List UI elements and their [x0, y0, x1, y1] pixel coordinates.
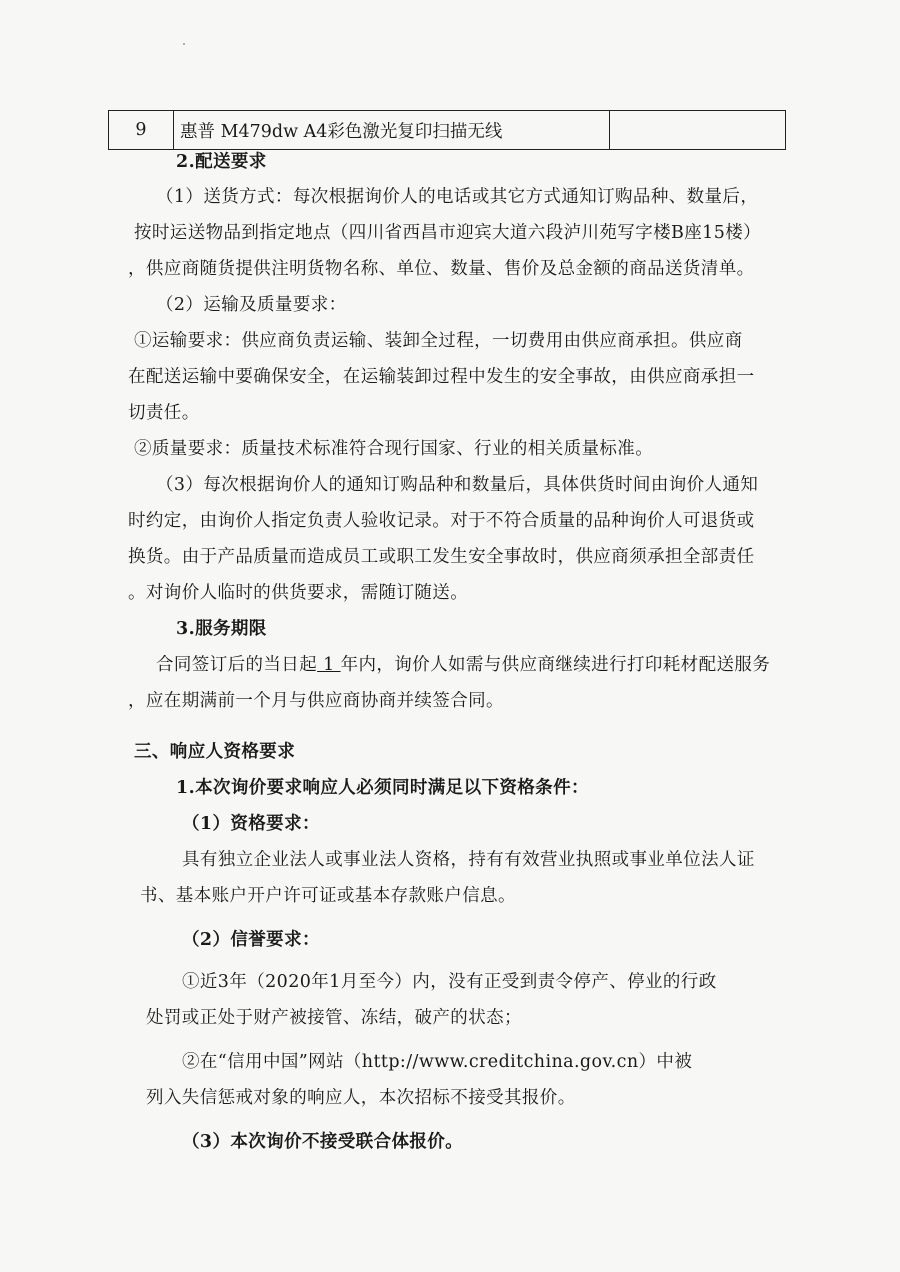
delivery-p3-line3: 切责任。: [128, 403, 200, 423]
service-period-years: 1: [317, 655, 341, 675]
delivery-p1-line3: ，供应商随货提供注明货物名称、单位、数量、售价及总金额的商品送货清单。: [128, 259, 755, 279]
reputation-p2-line1: ②在“信用中国”网站（http://www.creditchina.gov.cn）中被: [182, 1052, 693, 1072]
scan-speck: [183, 43, 185, 45]
delivery-p1-line2: 按时运送物品到指定地点（四川省西昌市迎宾大道六段泸川苑写字楼B座15楼）: [134, 223, 762, 243]
reputation-p1-line1: ①近3年（2020年1月至今）内，没有正受到责令停产、停业的行政: [182, 972, 717, 992]
table-row: [109, 111, 786, 150]
reputation-p2-line2: 列入失信惩戒对象的响应人，本次招标不接受其报价。: [146, 1088, 576, 1108]
delivery-p5-line4: 。对询价人临时的供货要求，需随订随送。: [128, 583, 469, 603]
reputation-p1-line2: 处罚或正处于财产被接管、冻结，破产的状态；: [146, 1008, 522, 1028]
delivery-p2: （2）运输及质量要求：: [156, 295, 347, 315]
qualification-req-line1: 具有独立企业法人或事业法人资格，持有有效营业执照或事业单位法人证: [182, 850, 755, 870]
delivery-p3-line2: 在配送运输中要确保安全，在运输装卸过程中发生的安全事故，由供应商承担一: [128, 367, 755, 387]
item-name: 惠普 M479dw A4彩色激光复印扫描无线: [174, 111, 610, 150]
consortium-note: （3）本次询价不接受联合体报价。: [182, 1132, 464, 1152]
delivery-p5-line3: 换货。由于产品质量而造成员工或职工发生安全事故时，供应商须承担全部责任: [128, 547, 755, 567]
qualification-req-line2: 书、基本账户开户许可证或基本存款账户信息。: [140, 886, 516, 906]
qualification-req-heading: （1）资格要求：: [182, 814, 320, 834]
service-period-post: 年内，询价人如需与供应商继续进行打印耗材配送服务: [340, 655, 771, 675]
delivery-p3-line1: ①运输要求：供应商负责运输、装卸全过程，一切费用由供应商承担。供应商: [134, 331, 743, 351]
delivery-p5-line1: （3）每次根据询价人的通知订购品种和数量后，具体供货时间由询价人通知: [156, 475, 759, 495]
delivery-p1-line1: （1）送货方式：每次根据询价人的电话或其它方式通知订购品种、数量后，: [156, 187, 759, 207]
heading-qualifications: 三、响应人资格要求: [134, 742, 296, 762]
delivery-p4: ②质量要求：质量技术标准符合现行国家、行业的相关质量标准。: [134, 439, 654, 459]
heading-service-period: 3.服务期限: [176, 619, 267, 639]
service-period-line1: [156, 653, 770, 677]
reputation-heading: （2）信誉要求：: [182, 930, 320, 950]
service-period-line2: ，应在期满前一个月与供应商协商并续签合同。: [128, 691, 504, 711]
service-period-pre: 合同签订后的当日起: [156, 655, 318, 675]
items-table: [108, 110, 786, 150]
heading-delivery: 2.配送要求: [176, 152, 267, 172]
qualification-intro: 1.本次询价要求响应人必须同时满足以下资格条件：: [176, 778, 589, 798]
delivery-p5-line2: 时约定，由询价人指定负责人验收记录。对于不符合质量的品种询价人可退货或: [128, 511, 755, 531]
item-extra: [610, 111, 786, 150]
row-number: 9: [109, 111, 174, 150]
